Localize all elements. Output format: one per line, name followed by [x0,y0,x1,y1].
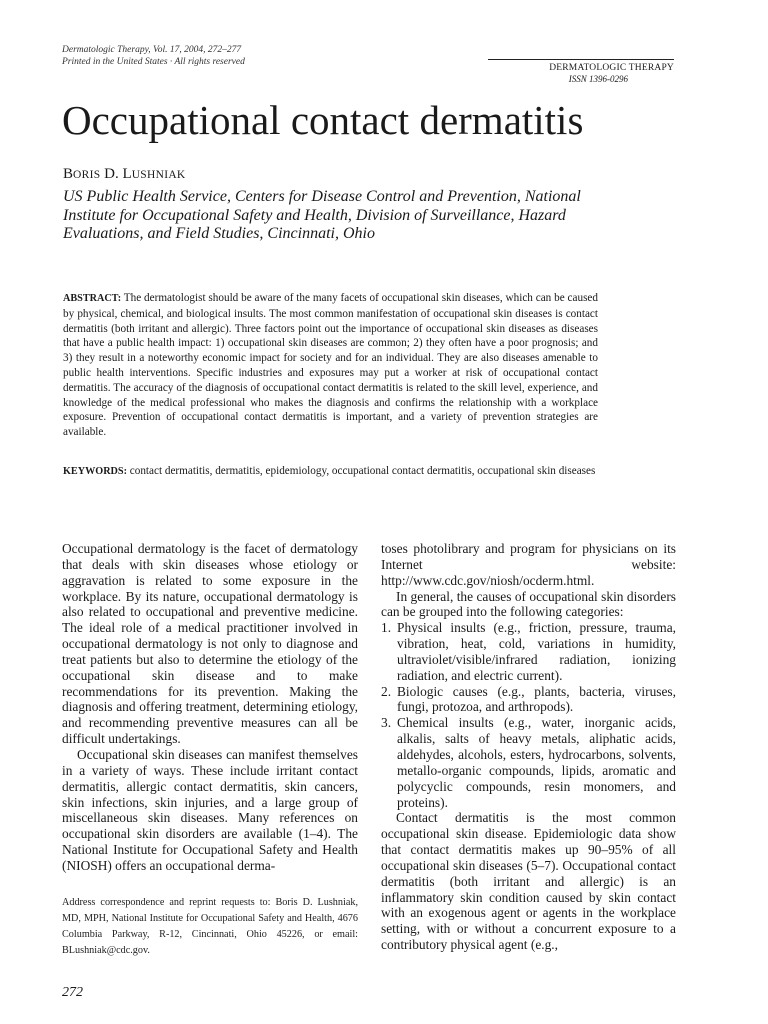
journal-brand [488,59,674,85]
abstract [63,291,598,440]
body-paragraph: Occupational skin diseases can manifest themselves in a variety of ways. These include irritant contact dermatitis, allergic contact dermatitis, skin cancers, skin infections, skin injuries, and a large group of miscellaneous skin diseases. Many references on occupational skin disorders are available (1–4). The National Institute for Occupational Safety and Health (NIOSH) offers an occupational derma- [62,746,358,873]
list-item-number: 1. [381,620,392,636]
author-last-rest: USHNIAK [131,169,186,181]
body-paragraph: Occupational dermatology is the facet of dermatology that deals with skin diseases whose etiology or aggravation is related to some exposure in the workplace. By its nature, occupational dermatology is also related to occupational and preventive medicine. The ideal role of a medical practitioner involved in occupational dermatology is not only to diagnose and treat patients but also to determine the etiology of the occupational skin disease and to make recommendations for its prevention. Making the diagnosis and offering treatment, determining etiology, and recommending preventive measures can all be difficult undertakings. [62,541,358,747]
abstract-text: The dermatologist should be aware of the many facets of occupational skin diseases, which can be caused by physical, chemical, and biological insults. The most common manifestation of occupational skin diseases is contact dermatitis (both irritant and allergic). Three factors point out the importance of occupational skin diseases as diseases that have a public health impact: 1) occupational skin diseases are common; 2) they often have a poor prognosis; and 3) they result in a noteworthy economic impact for society and for an individual. They are also diseases amenable to public health interventions. Specific industries and exposures may put a worker at risk of occupational contact dermatitis. The accuracy of the diagnosis of occupational contact dermatitis is related to the skill level, experience, and knowledge of the medical professional who makes the diagnosis and confirms the relationship with a workplace exposure. Prevention of occupational contact dermatitis is important, and a variety of prevention strategies are available. [63,292,598,439]
journal-name: DERMATOLOGIC THERAPY [549,63,674,73]
body-column-right [381,541,676,953]
list-item-number: 2. [381,683,392,699]
list-item-text: Chemical insults (e.g., water, inorganic acids, alkalis, salts of heavy metals, aliphatic acids, aldehydes, alcohols, esters, hydrocarbons, solvents, metallo-organic compounds, lipids, aromatic and polycyclic compounds, resin monomers, and proteins). [397,715,676,810]
keywords-text: contact dermatitis, dermatitis, epidemiology, occupational contact dermatitis, occupational skin diseases [129,465,596,477]
body-column-left [62,541,358,874]
list-item-number: 3. [381,715,392,731]
author-first-rest: ORIS [73,169,101,181]
author-initial-first: B [63,166,74,182]
list-item [381,684,676,716]
author-middle: D. [100,166,123,182]
body-paragraph: toses photolibrary and program for physicians on its Internet website: http://www.cdc.gov/niosh/ocderm.html. [381,541,676,588]
causes-list [381,620,676,810]
article-title: Occupational contact dermatitis [62,97,584,143]
correspondence-footnote: Address correspondence and reprint requests to: Boris D. Lushniak, MD, MPH, National Institute for Occupational Safety and Health, 4676 Columbia Parkway, R-12, Cincinnati, Ohio 45226, or email: BLushniak@cdc.gov. [62,897,358,957]
list-item-text: Physical insults (e.g., friction, pressure, trauma, vibration, heat, cold, variations in humidity, ultraviolet/visible/infrared radiation, ionizing radiation, and electric current). [397,620,676,683]
author-initial-last: L [122,166,132,182]
list-item [381,620,676,683]
journal-issn: ISSN 1396-0296 [568,74,628,84]
citation-line: Dermatologic Therapy, Vol. 17, 2004, 272–277 [62,45,242,55]
keywords-label: KEYWORDS: [63,466,127,477]
abstract-label: ABSTRACT: [63,293,122,304]
printed-line: Printed in the United States · All rights reserved [62,57,245,67]
author-name [63,166,186,183]
keywords [63,464,598,480]
author-affiliation: US Public Health Service, Centers for Disease Control and Prevention, National Institute for Occupational Safety and Health, Division of Surveillance, Hazard Evaluations, and Field Studies, Cincinnati, Ohio [63,188,581,242]
list-item-text: Biologic causes (e.g., plants, bacteria, viruses, fungi, protozoa, and arthropods). [397,683,676,715]
body-paragraph: Contact dermatitis is the most common occupational skin disease. Epidemiologic data show that contact dermatitis makes up 90–95% of all occupational skin diseases (5–7). Occupational contact dermatitis (both irritant and allergic) is an inflammatory skin condition caused by skin contact with an exogenous agent or agents in the workplace setting, with or without a concurrent exposure to a contributory physical agent (e.g., [381,810,676,953]
page-number: 272 [62,985,83,1000]
list-item [381,715,676,810]
body-paragraph: In general, the causes of occupational skin disorders can be grouped into the following categories: [381,588,676,620]
journal-citation [62,44,245,68]
